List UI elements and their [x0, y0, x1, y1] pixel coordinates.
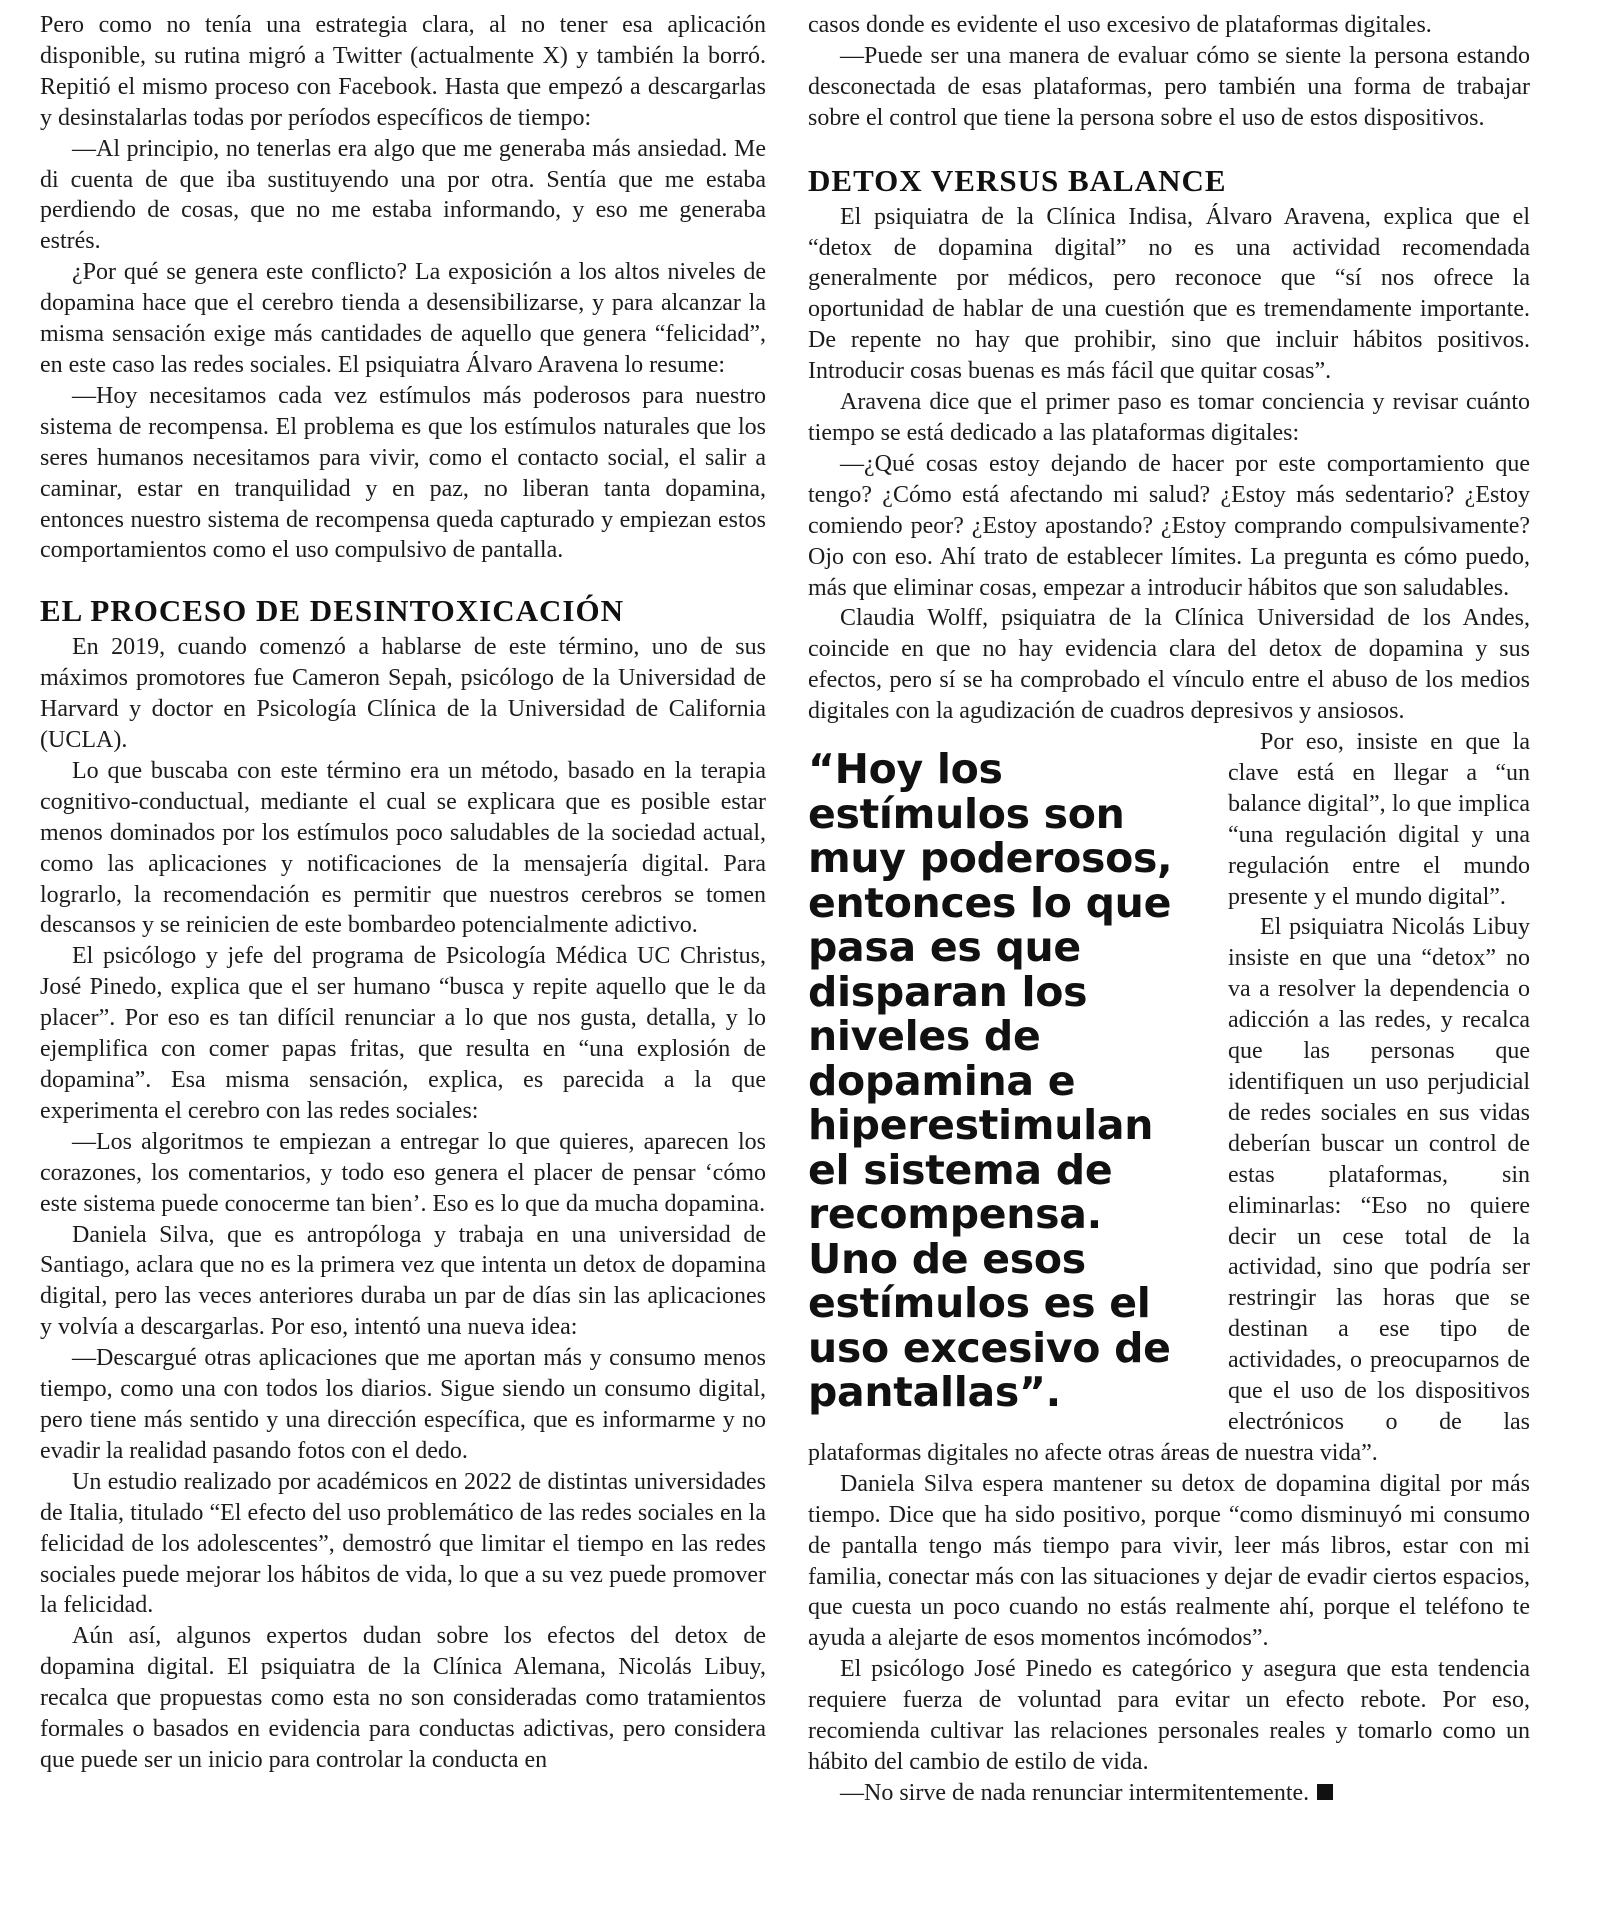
paragraph: Lo que buscaba con este término era un método, basado en la terapia cognitivo-conductual, mediante el cual se explicara que es posible estar menos dominados por los estímulos poco saludables de la sociedad actual, como las aplicaciones y notificaciones de la mensajería digital. Para lograrlo, la recomendación es permitir que nuestros cerebros se tomen descansos y se reinicien de este bombardeo potencialmente adictivo. [40, 757, 766, 939]
paragraph: Claudia Wolff, psiquiatra de la Clínica Universidad de los Andes, coincide en que no hay evidencia clara del detox de dopamina y sus efectos, pero sí se ha comprobado el vínculo entre el abuso de los medios digitales con la agudización de cuadros depresivos y ansiosos. [808, 605, 1530, 725]
paragraph: ¿Por qué se genera este conflicto? La exposición a los altos niveles de dopamina hace que el cerebro tienda a desensibilizarse, y para alcanzar la misma sensación exige más cantidades de aquello que genera “felicidad”, en este caso las redes sociales. El psiquiatra Álvaro Aravena lo resume: [40, 259, 766, 378]
end-mark-icon [1317, 1784, 1333, 1800]
paragraph: —Al principio, no tenerlas era algo que me generaba más ansiedad. Me di cuenta de que iba sustituyendo una por otra. Sentía que me estaba perdiendo de cosas, que no me estaba informando, y eso me generaba estrés. [40, 135, 766, 255]
paragraph: El psicólogo José Pinedo es categórico y asegura que esta tendencia requiere fuerza de voluntad para evitar un efecto rebote. Por eso, recomienda cultivar las relaciones personales reales y tomarlo como un hábito del cambio de estilo de vida. [808, 1656, 1530, 1775]
paragraph: —¿Qué cosas estoy dejando de hacer por este comportamiento que tengo? ¿Cómo está afectando mi salud? ¿Estoy más sedentario? ¿Estoy comiendo peor? ¿Estoy apostando? ¿Estoy comprando compulsivamente? Ojo con eso. Ahí trato de establecer límites. La pregunta es cómo puedo, más que eliminar cosas, empezar a introducir hábitos que son saludables. [808, 450, 1530, 601]
paragraph: El psiquiatra Nicolás Libuy insiste en que una “detox” no va a resolver la dependencia o adicción a las redes, y recalca que las personas que identifiquen un uso perjudicial de redes sociales en sus vidas deberían buscar un control de estas plataformas, sin eliminarlas: “Eso no quiere decir un cese total de la actividad, sino que podría ser restringir las horas que se destinan a ese tipo de actividades, o preocuparnos de que el uso de los dispositivos electrónicos o de las plataformas digitales no afecte otras áreas de nuestra vida”. [808, 914, 1530, 1466]
paragraph: —Puede ser una manera de evaluar cómo se siente la persona estando desconectada de esas plataformas, pero también una forma de trabajar sobre el control que tiene la persona sobre el uso de estos dispositivos. [808, 42, 1530, 131]
paragraph: Pero como no tenía una estrategia clara, al no tener esa aplicación disponible, su rutina migró a Twitter (actualmente X) y también la borró. Repitió el mismo proceso con Facebook. Hasta que empezó a descargarlas y desinstalarlas todas por períodos específicos de tiempo: [40, 12, 766, 131]
paragraph: El psiquiatra de la Clínica Indisa, Álvaro Aravena, explica que el “detox de dopamina digital” no es una actividad recomendada generalmente por médicos, pero reconoce que “sí nos ofrece la oportunidad de hablar de una cuestión que es tremendamente importante. De repente no hay que prohibir, sino que incluir hábitos positivos. Introducir cosas buenas es más fácil que quitar cosas”. [808, 203, 1530, 385]
pull-quote: “Hoy los estímulos son muy poderosos, entonces lo que pasa es que disparan los niveles de dopamina e hiperestimulan el sistema de recompensa. Uno de esos estímulos es el uso excesivo de pantallas”. [808, 745, 1173, 1417]
paragraph: Por eso, insiste en que la clave está en llegar a “un balance digital”, lo que implica “una regulación digital y una regulación entre el mundo presente y el mundo digital”. [1228, 729, 1530, 910]
closing-line: —No sirve de nada renunciar intermitentemente. [840, 1779, 1310, 1806]
section-heading: EL PROCESO DE DESINTOXICACIÓN [40, 593, 624, 629]
paragraph: —Hoy necesitamos cada vez estímulos más poderosos para nuestro sistema de recompensa. El problema es que los estímulos naturales que los seres humanos necesitamos para vivir, como el contacto social, el salir a caminar, estar en tranquilidad y en paz, no liberan tanta dopamina, entonces nuestro sistema de recompensa queda capturado y empiezan estos comportamientos como el uso compulsivo de pantalla. [40, 382, 766, 564]
paragraph: El psicólogo y jefe del programa de Psicología Médica UC Christus, José Pinedo, explica que el ser humano “busca y repite aquello que le da placer”. Por eso es tan difícil renunciar a lo que nos gusta, detalla, y lo ejemplifica con comer papas fritas, que resulta en “una explosión de dopamina”. Esa misma sensación, explica, es parecida a la que experimenta el cerebro con las redes sociales: [40, 943, 766, 1124]
paragraph: Un estudio realizado por académicos en 2022 de distintas universidades de Italia, titulado “El efecto del uso problemático de las redes sociales en la felicidad de los adolescentes”, demostró que limitar el tiempo en las redes sociales puede mejorar los hábitos de vida, lo que a su vez puede promover la felicidad. [40, 1468, 766, 1619]
paragraph: casos donde es evidente el uso excesivo de plataformas digitales. [808, 12, 1432, 38]
right-column [808, 10, 1530, 1927]
left-column [40, 10, 766, 1927]
paragraph: Aún así, algunos expertos dudan sobre los efectos del detox de dopamina digital. El psiquiatra de la Clínica Alemana, Nicolás Libuy, recalca que propuestas como esta no son consideradas como tratamientos formales o basados en evidencia para conductas adictivas, pero considera que puede ser un inicio para controlar la conducta en [40, 1623, 766, 1773]
paragraph: —Los algoritmos te empiezan a entregar lo que quieres, aparecen los corazones, los comentarios, y todo eso genera el placer de pensar ‘cómo este sistema puede conocerme tan bien’. Eso es lo que da mucha dopamina. [40, 1128, 766, 1217]
section-heading: DETOX VERSUS BALANCE [808, 162, 1227, 198]
paragraph: Daniela Silva, que es antropóloga y trabaja en una universidad de Santiago, aclara que no es la primera vez que intenta un detox de dopamina digital, pero las veces anteriores duraba un par de días sin las aplicaciones y volvía a descargarlas. Por eso, intentó una nueva idea: [40, 1221, 766, 1341]
paragraph: Aravena dice que el primer paso es tomar conciencia y revisar cuánto tiempo se está dedicado a las plataformas digitales: [808, 389, 1530, 446]
paragraph: En 2019, cuando comenzó a hablarse de este término, uno de sus máximos promotores fue Cameron Sepah, psicólogo de la Universidad de Harvard y doctor en Psicología Clínica de la Universidad de California (UCLA). [40, 634, 766, 754]
paragraph: —Descargué otras aplicaciones que me aportan más y consumo menos tiempo, como una con todos los diarios. Sigue siendo un consumo digital, pero tiene más sentido y una dirección específica, que es informarme y no evadir la realidad pasando fotos con el dedo. [40, 1345, 766, 1464]
paragraph: Daniela Silva espera mantener su detox de dopamina digital por más tiempo. Dice que ha sido positivo, porque “como disminuyó mi consumo de pantalla tengo más tiempo para vivir, leer más libros, estar con mi familia, conectar más con las situaciones y dejar de evadir ciertos espacios, que cuesta un poco cuando no estás realmente ahí, porque el teléfono te ayuda a alejarte de esos momentos incómodos”. [808, 1470, 1530, 1652]
paragraph [808, 1778, 1530, 1809]
